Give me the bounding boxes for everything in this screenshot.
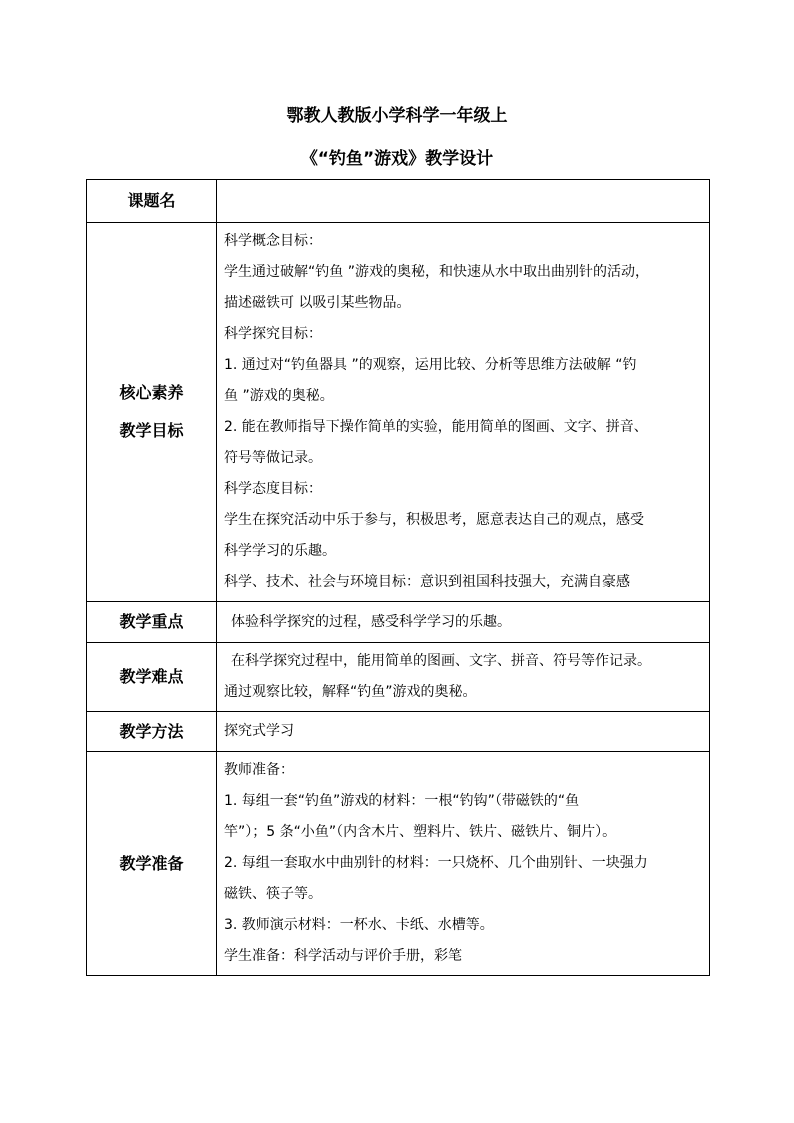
row-label-preparation <box>87 752 217 976</box>
content-line: 科学、技术、社会与环境目标：意识到祖国科技强大，充满自豪感 <box>224 574 630 590</box>
row-content-preparation <box>217 752 710 976</box>
content-line: 1. 通过对“钓鱼器具 ”的观察，运用比较、分析等思维方法破解 “钓 <box>224 357 637 373</box>
table-row-topic <box>87 180 710 223</box>
content-line: 竿”）；5 条“小鱼”（内含木片、塑料片、铁片、磁铁片、铜片）。 <box>224 824 617 840</box>
content-line: 学生在探究活动中乐于参与，积极思考，愿意表达自己的观点，感受 <box>224 512 644 528</box>
content-line: 在科学探究过程中，能用简单的图画、文字、拼音、符号等作记录。 <box>231 653 651 669</box>
document-subtitle: 《“钓鱼”游戏》教学设计 <box>300 149 494 169</box>
table-row-preparation <box>87 752 710 976</box>
table-row-difficulties <box>87 643 710 712</box>
content-line: 描述磁铁可 以吸引某些物品。 <box>224 295 411 311</box>
content-line: 科学概念目标： <box>224 233 322 249</box>
document-title: 鄂教人教版小学科学一年级上 <box>286 106 508 126</box>
row-label-objectives <box>87 223 217 602</box>
content-line: 科学学习的乐趣。 <box>224 543 336 559</box>
row-content-topic <box>217 180 710 223</box>
row-content-methods <box>217 712 710 752</box>
content-line: 教师准备： <box>224 762 294 778</box>
content-line: 通过观察比较，解释“钓鱼”游戏的奥秘。 <box>224 684 477 700</box>
row-content-difficulties <box>217 643 710 712</box>
content-line: 2. 每组一套取水中曲别针的材料：一只烧杯、几个曲别针、一块强力 <box>224 855 648 871</box>
content-line: 科学探究目标： <box>224 326 322 342</box>
row-content-key-points <box>217 602 710 643</box>
content-line: 学生通过破解“钓鱼 ”游戏的奥秘，和快速从水中取出曲别针的活动， <box>224 264 649 280</box>
label-text: 核心素养 <box>119 383 184 402</box>
label-text: 教学方法 <box>119 721 184 741</box>
table-row-objectives <box>87 223 710 602</box>
label-text: 教学目标 <box>119 421 184 440</box>
table-row-key-points <box>87 602 710 643</box>
label-text: 教学重点 <box>119 612 184 631</box>
lesson-plan-table <box>86 179 710 976</box>
row-label-key-points <box>87 602 217 643</box>
row-label-topic <box>87 180 217 223</box>
content-line: 1. 每组一套“钓鱼”游戏的材料：一根“钓钩”（带磁铁的“鱼 <box>224 793 580 809</box>
content-line: 2. 能在教师指导下操作简单的实验，能用简单的图画、文字、拼音、 <box>224 419 648 435</box>
content-line: 符号等做记录。 <box>224 450 322 466</box>
label-text: 教学准备 <box>119 853 184 873</box>
content-line: 鱼 ”游戏的奥秘。 <box>224 388 334 404</box>
row-content-objectives <box>217 223 710 602</box>
content-line: 3. 教师演示材料：一杯水、卡纸、水槽等。 <box>224 917 494 933</box>
row-label-difficulties <box>87 643 217 712</box>
content-line: 科学态度目标： <box>224 481 322 497</box>
content-line: 体验科学探究的过程，感受科学学习的乐趣。 <box>231 613 511 630</box>
label-text: 课题名 <box>127 191 176 210</box>
content-line: 学生准备：科学活动与评价手册，彩笔 <box>224 948 462 964</box>
label-text: 教学难点 <box>119 667 184 686</box>
content-line: 磁铁、筷子等。 <box>224 886 322 902</box>
table-row-methods <box>87 712 710 752</box>
content-line: 探究式学习 <box>224 723 294 739</box>
row-label-methods <box>87 712 217 752</box>
